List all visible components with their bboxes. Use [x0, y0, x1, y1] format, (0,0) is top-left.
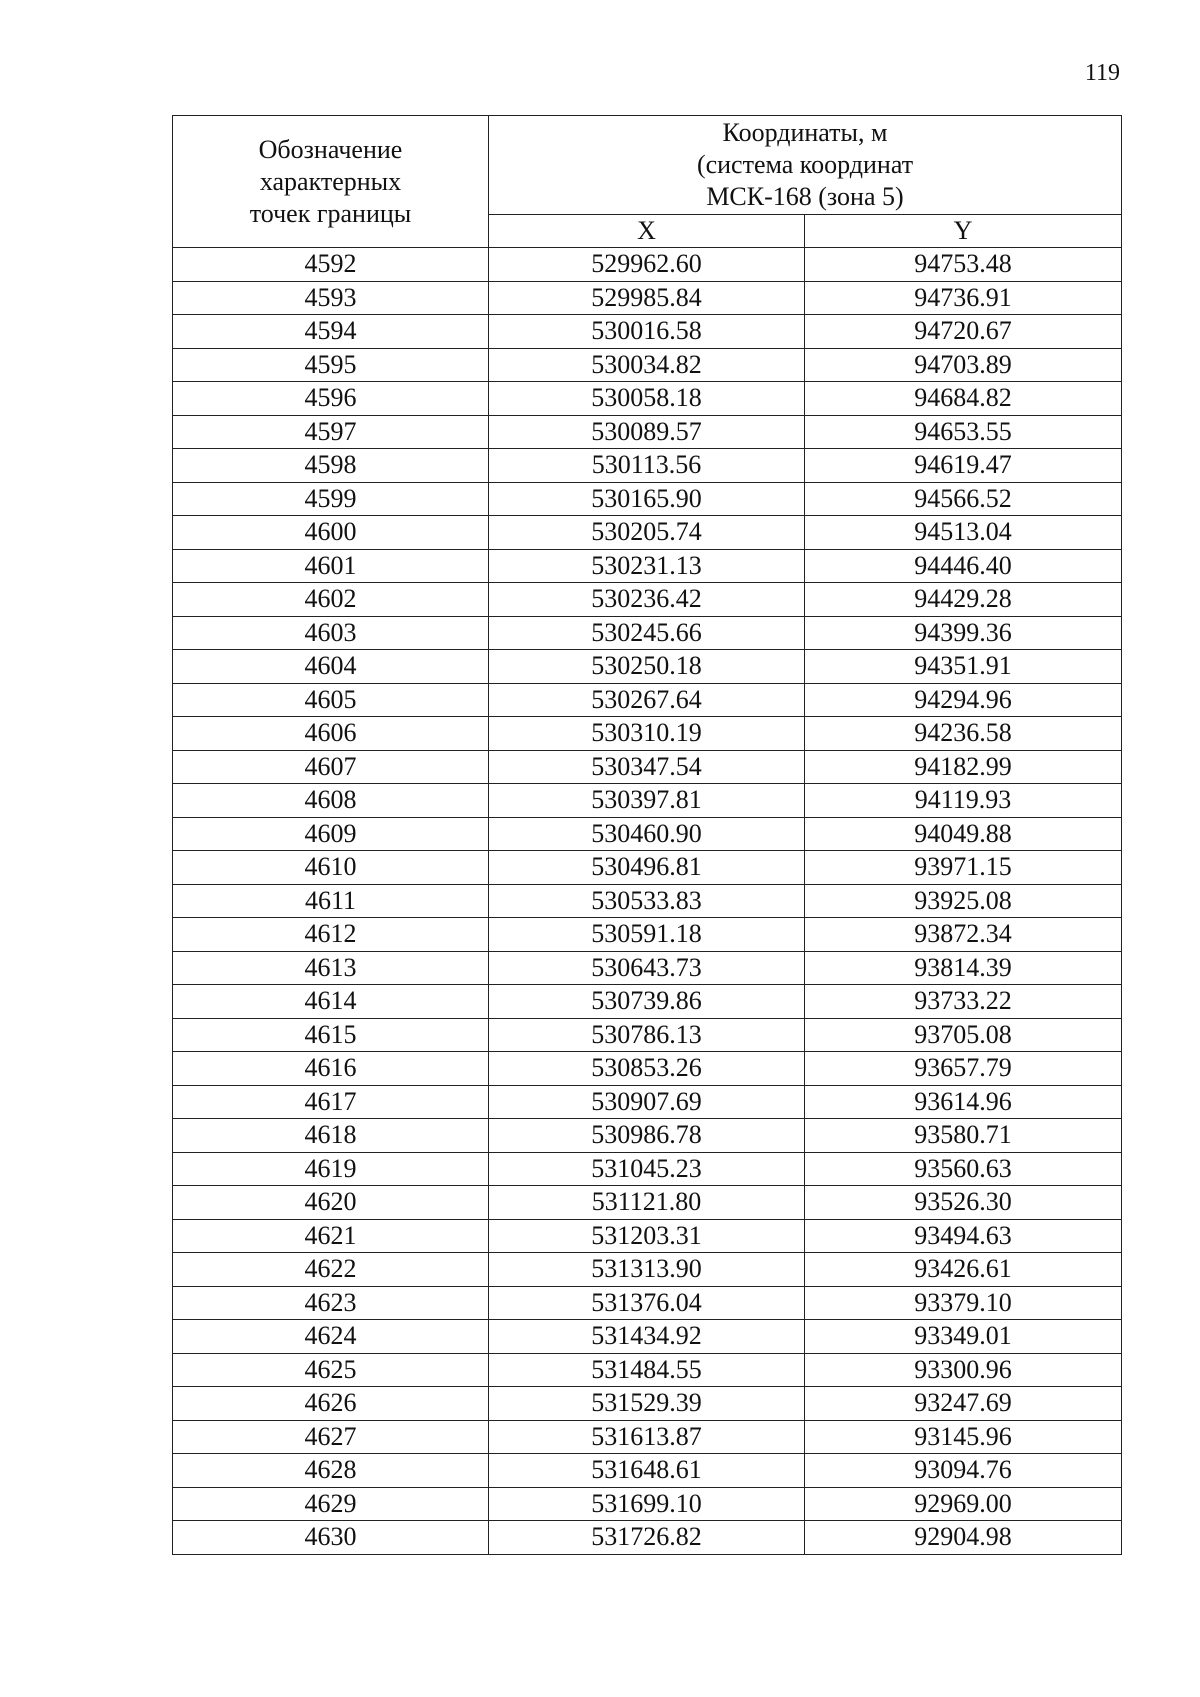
point-id-cell: 4614 [173, 985, 489, 1019]
x-coordinate-cell: 530786.13 [489, 1018, 805, 1052]
table-row [173, 616, 1122, 650]
y-coordinate-cell: 93872.34 [805, 918, 1122, 952]
y-coordinate-cell: 94736.91 [805, 281, 1122, 315]
x-coordinate-cell: 531726.82 [489, 1521, 805, 1555]
x-coordinate-cell: 529962.60 [489, 248, 805, 282]
table-row [173, 650, 1122, 684]
table-row [173, 750, 1122, 784]
table-row [173, 1052, 1122, 1086]
table-row [173, 1152, 1122, 1186]
table-row [173, 1320, 1122, 1354]
point-id-cell: 4624 [173, 1320, 489, 1354]
table-row [173, 784, 1122, 818]
x-coordinate-cell: 530165.90 [489, 482, 805, 516]
point-id-cell: 4602 [173, 583, 489, 617]
table-row [173, 683, 1122, 717]
table-row [173, 1487, 1122, 1521]
x-coordinate-cell: 530034.82 [489, 348, 805, 382]
x-coordinate-cell: 530533.83 [489, 884, 805, 918]
point-id-cell: 4618 [173, 1119, 489, 1153]
table-row [173, 348, 1122, 382]
table-row [173, 851, 1122, 885]
table-row [173, 1085, 1122, 1119]
x-coordinate-cell: 530496.81 [489, 851, 805, 885]
point-id-cell: 4596 [173, 382, 489, 416]
table-row [173, 918, 1122, 952]
point-id-cell: 4613 [173, 951, 489, 985]
point-id-cell: 4600 [173, 516, 489, 550]
x-coordinate-cell: 530347.54 [489, 750, 805, 784]
x-coordinate-cell: 530205.74 [489, 516, 805, 550]
x-coordinate-cell: 530643.73 [489, 951, 805, 985]
table-row [173, 281, 1122, 315]
page-number: 119 [1084, 60, 1120, 86]
y-coordinate-cell: 93300.96 [805, 1353, 1122, 1387]
y-coordinate-cell: 93814.39 [805, 951, 1122, 985]
y-coordinate-cell: 93733.22 [805, 985, 1122, 1019]
header-point-line: Обозначение [258, 134, 403, 164]
table-row [173, 583, 1122, 617]
table-row [173, 382, 1122, 416]
header-point-line: характерных [259, 166, 402, 196]
y-coordinate-cell: 94399.36 [805, 616, 1122, 650]
table-row [173, 248, 1122, 282]
point-id-cell: 4630 [173, 1521, 489, 1555]
table-row [173, 1420, 1122, 1454]
x-coordinate-cell: 530907.69 [489, 1085, 805, 1119]
coordinates-table [172, 115, 1122, 1555]
point-id-cell: 4595 [173, 348, 489, 382]
x-coordinate-cell: 531121.80 [489, 1186, 805, 1220]
table-row [173, 817, 1122, 851]
header-y: Y [805, 215, 1122, 248]
header-point-designation [173, 116, 489, 248]
x-coordinate-cell: 530245.66 [489, 616, 805, 650]
point-id-cell: 4626 [173, 1387, 489, 1421]
y-coordinate-cell: 94446.40 [805, 549, 1122, 583]
point-id-cell: 4593 [173, 281, 489, 315]
y-coordinate-cell: 94049.88 [805, 817, 1122, 851]
x-coordinate-cell: 530591.18 [489, 918, 805, 952]
table-row [173, 1454, 1122, 1488]
x-coordinate-cell: 530113.56 [489, 449, 805, 483]
header-point-line: точек границы [249, 198, 412, 228]
x-coordinate-cell: 530739.86 [489, 985, 805, 1019]
x-coordinate-cell: 530016.58 [489, 315, 805, 349]
y-coordinate-cell: 93349.01 [805, 1320, 1122, 1354]
point-id-cell: 4612 [173, 918, 489, 952]
x-coordinate-cell: 530853.26 [489, 1052, 805, 1086]
y-coordinate-cell: 93379.10 [805, 1286, 1122, 1320]
point-id-cell: 4621 [173, 1219, 489, 1253]
table-row [173, 549, 1122, 583]
y-coordinate-cell: 93426.61 [805, 1253, 1122, 1287]
x-coordinate-cell: 531648.61 [489, 1454, 805, 1488]
header-x: X [489, 215, 805, 248]
y-coordinate-cell: 94294.96 [805, 683, 1122, 717]
point-id-cell: 4620 [173, 1186, 489, 1220]
y-coordinate-cell: 93657.79 [805, 1052, 1122, 1086]
y-coordinate-cell: 94513.04 [805, 516, 1122, 550]
x-coordinate-cell: 531529.39 [489, 1387, 805, 1421]
x-coordinate-cell: 530310.19 [489, 717, 805, 751]
y-coordinate-cell: 94684.82 [805, 382, 1122, 416]
point-id-cell: 4606 [173, 717, 489, 751]
y-coordinate-cell: 94703.89 [805, 348, 1122, 382]
header-coords-line: Координаты, м [722, 118, 888, 147]
y-coordinate-cell: 93526.30 [805, 1186, 1122, 1220]
x-coordinate-cell: 529985.84 [489, 281, 805, 315]
y-coordinate-cell: 94236.58 [805, 717, 1122, 751]
x-coordinate-cell: 531613.87 [489, 1420, 805, 1454]
point-id-cell: 4604 [173, 650, 489, 684]
table-row [173, 1186, 1122, 1220]
table-row [173, 315, 1122, 349]
table-row [173, 884, 1122, 918]
point-id-cell: 4622 [173, 1253, 489, 1287]
header-coordinates [489, 116, 1122, 215]
x-coordinate-cell: 531699.10 [489, 1487, 805, 1521]
x-coordinate-cell: 530460.90 [489, 817, 805, 851]
y-coordinate-cell: 94653.55 [805, 415, 1122, 449]
y-coordinate-cell: 93971.15 [805, 851, 1122, 885]
x-coordinate-cell: 531045.23 [489, 1152, 805, 1186]
table-row [173, 1521, 1122, 1555]
y-coordinate-cell: 93705.08 [805, 1018, 1122, 1052]
table-row [173, 449, 1122, 483]
table-row [173, 482, 1122, 516]
point-id-cell: 4611 [173, 884, 489, 918]
table-row [173, 1353, 1122, 1387]
x-coordinate-cell: 530231.13 [489, 549, 805, 583]
y-coordinate-cell: 94429.28 [805, 583, 1122, 617]
table-row [173, 1286, 1122, 1320]
point-id-cell: 4610 [173, 851, 489, 885]
point-id-cell: 4617 [173, 1085, 489, 1119]
point-id-cell: 4609 [173, 817, 489, 851]
x-coordinate-cell: 531203.31 [489, 1219, 805, 1253]
x-coordinate-cell: 530250.18 [489, 650, 805, 684]
table-row [173, 717, 1122, 751]
point-id-cell: 4627 [173, 1420, 489, 1454]
point-id-cell: 4598 [173, 449, 489, 483]
point-id-cell: 4629 [173, 1487, 489, 1521]
y-coordinate-cell: 92904.98 [805, 1521, 1122, 1555]
x-coordinate-cell: 530267.64 [489, 683, 805, 717]
point-id-cell: 4623 [173, 1286, 489, 1320]
table-row [173, 1018, 1122, 1052]
header-coords-line: МСК-168 (зона 5) [706, 182, 904, 211]
x-coordinate-cell: 530397.81 [489, 784, 805, 818]
y-coordinate-cell: 93560.63 [805, 1152, 1122, 1186]
y-coordinate-cell: 93094.76 [805, 1454, 1122, 1488]
y-coordinate-cell: 94566.52 [805, 482, 1122, 516]
x-coordinate-cell: 530986.78 [489, 1119, 805, 1153]
x-coordinate-cell: 531313.90 [489, 1253, 805, 1287]
point-id-cell: 4601 [173, 549, 489, 583]
point-id-cell: 4619 [173, 1152, 489, 1186]
point-id-cell: 4608 [173, 784, 489, 818]
y-coordinate-cell: 93247.69 [805, 1387, 1122, 1421]
table-row [173, 1253, 1122, 1287]
y-coordinate-cell: 94119.93 [805, 784, 1122, 818]
table-row [173, 951, 1122, 985]
y-coordinate-cell: 93614.96 [805, 1085, 1122, 1119]
table-row [173, 1387, 1122, 1421]
y-coordinate-cell: 94182.99 [805, 750, 1122, 784]
point-id-cell: 4594 [173, 315, 489, 349]
point-id-cell: 4616 [173, 1052, 489, 1086]
x-coordinate-cell: 531484.55 [489, 1353, 805, 1387]
y-coordinate-cell: 93580.71 [805, 1119, 1122, 1153]
x-coordinate-cell: 530058.18 [489, 382, 805, 416]
table-row [173, 985, 1122, 1019]
point-id-cell: 4628 [173, 1454, 489, 1488]
x-coordinate-cell: 530089.57 [489, 415, 805, 449]
table-row [173, 1119, 1122, 1153]
table-body [173, 248, 1122, 1555]
y-coordinate-cell: 94619.47 [805, 449, 1122, 483]
point-id-cell: 4615 [173, 1018, 489, 1052]
y-coordinate-cell: 94720.67 [805, 315, 1122, 349]
point-id-cell: 4625 [173, 1353, 489, 1387]
y-coordinate-cell: 94753.48 [805, 248, 1122, 282]
point-id-cell: 4597 [173, 415, 489, 449]
x-coordinate-cell: 531434.92 [489, 1320, 805, 1354]
y-coordinate-cell: 92969.00 [805, 1487, 1122, 1521]
table-header [173, 116, 1122, 248]
y-coordinate-cell: 93494.63 [805, 1219, 1122, 1253]
table-row [173, 516, 1122, 550]
y-coordinate-cell: 93925.08 [805, 884, 1122, 918]
y-coordinate-cell: 93145.96 [805, 1420, 1122, 1454]
table-row [173, 415, 1122, 449]
point-id-cell: 4592 [173, 248, 489, 282]
y-coordinate-cell: 94351.91 [805, 650, 1122, 684]
header-coords-line: (система координат [696, 150, 914, 179]
point-id-cell: 4603 [173, 616, 489, 650]
point-id-cell: 4607 [173, 750, 489, 784]
x-coordinate-cell: 531376.04 [489, 1286, 805, 1320]
point-id-cell: 4605 [173, 683, 489, 717]
table-row [173, 1219, 1122, 1253]
x-coordinate-cell: 530236.42 [489, 583, 805, 617]
point-id-cell: 4599 [173, 482, 489, 516]
